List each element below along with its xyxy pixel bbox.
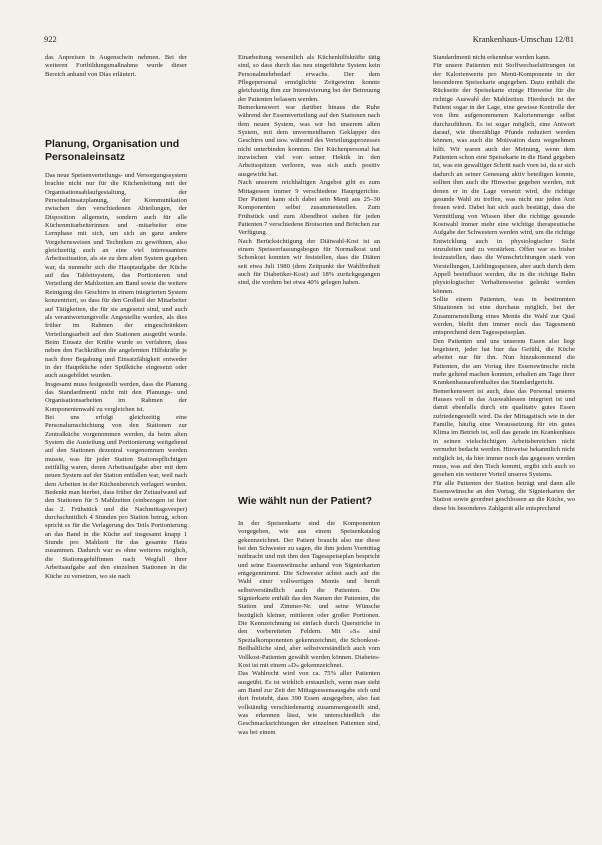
- column-2-body: [238, 520, 380, 737]
- section-heading-planning: Planung, Organisation und Personaleinsatz: [45, 138, 180, 163]
- paragraph: Insgesamt muss festgestellt werden, dass die Planung das Standardmenü nicht mit den Planungs- und Organisationsarbeiten im Rahmen der Komponentenwahl zu vergleichen ist.: [45, 380, 187, 413]
- paragraph: Nach Berücksichtigung der Diätwahl-Kost ist an einem Speiseerfassungsbogen für Normalkost und Schonkost konnten wir feststellen, dass die Diäten seit etwa Juli 1980 (dem Zeitpunkt der Wahlfreiheit auch für Diabetiker-Kost) auf 18% zurückgegangen sind, die vordem bei etwa 40% gelegen haben.: [238, 237, 380, 287]
- column-3: [433, 54, 575, 513]
- paragraph: das Anpreisen in Augenschein nehmen. Bei der weiteren Fortbildungsmaßnahme wurde dieser Bereich anhand von Dias erläutert.: [45, 54, 187, 78]
- paragraph: Den Patienten und uns unserem Essen also liegt begeistert, jeder hat hier das Gefühl, die Küche arbeitet nur für ihn. Nun hinzukommend die Patienten, die am Vortag ihre Essenswünsche nicht mehr geltend machen konnten, erhalten am Tage ihrer Krankenhausaufenthaltes das Standardgericht.: [433, 337, 575, 387]
- paragraph: Für unsere Patienten mit Stoffwechselstörungen ist der Kalorienwerte pro Menü-Komponente in der besonderen Speisekarte angegeben. Dazu enthält die Rückseite der Speisekarte einige Hinweise für die richtige Auswahl der Mahlzeiten. Hierdurch ist der Patient sogar in der Lage, eine gewisse Kontrolle der von ihm aufgenommenen Kalorienmenge selbst durchzuführen. Es ist sogar möglich, eine Antwort darauf, wie überzählige Pfunde reduziert werden können, was auch die Motivation dazu wegnehmen hilft. Wir waren auch der Meinung, wenn dem Patienten schon eine Speisekarte in die Hand gegeben ist, was ein gewaltiger Schritt nach vorn ist, da er sich dadurch an seiner Genesung aktiv beteiligen konnte, sollten ihm auch die Hinweise gegeben werden, mit denen er in die Lage versetzt wird, die richtige gesunde Wahl zu treffen, was nicht nur jeden Arzt freuen wird. Dabei hat sich auch bestätigt, dass die Vermittlung von Wissen über die richtige gesunde Kostwahl immer mehr eine wichtige therapeutische Aufgabe der Schwestern werden wird, um die richtige Entwicklung auch in physiologischer Sicht einzuleiten und zu verstärken. Offen war es bisher festzustellen, dass die Wunschrichtungen stark von Vorstellungen, Lieblingsspeisen, aber auch durch dem Appell beeinflusst werden, die in die richtige Bahn physiologischer Verhaltensweise gelenkt werden können.: [433, 62, 575, 295]
- column-2: [238, 54, 380, 288]
- running-head: Krankenhaus-Umschau 12/81: [472, 34, 574, 44]
- column-1-body: [45, 172, 187, 581]
- paragraph: Bei uns erfolgt gleichzeitig eine Personalumschichtung von den Stationen zur Zentralküche vorgenommen werden, da beim alten System die Austeilung und Portionierung weitgehend auf den Stationen dezentral vorgenommen werden musste, was für jeder Station Stationspflichtigen zeitfällig waren, deren Arbeitsaufgabe aber mit dem neuen System auf der Station entfallen war, weil nach dem Arbeiten in der Küchenbereich verlagert wurden. Bedenkt man hierbei, dass früher der Zeitaufwand auf den Stationen für 5 Mahlzeiten (einbezogen ist hier das 2. Frühstück und die Nachmittagsvesper) durchschnittlich 4 Stunden pro Station betrug, schon spricht es für die Verlagerung des Teils Portionierung an das Band in die Küche auf insgesamt knapp 1 Stunde pro Mahlzeit für das gesamte Haus zusammen. Dadurch war es ohne weiteres möglich, die Stationsgehilfinnen nach Wegfall ihrer Arbeitsaufgabe auf den einzelnen Stationen in die Küche zu versetzen, wo sie nach: [45, 413, 187, 580]
- paragraph: Bemerkenswert ist auch, dass das Personal unseres Hauses voll in das Auswahlessen integriert ist und damit ebenfalls durch ein qualitativ gutes Essen zufriedengestellt wird. Da der Mittagstisch wie in der Familie, häufig eine Voraussetzung für ein gutes Klima im Betrieb ist, soll das gerade im Krankenhaus in seinen vielschichtigen Arbeitsbereichen nicht vermehrt bedacht werden. Hinweise bekanntlich nicht möglich ist, da hier immer noch das gegessen werden muss, was auf den Tisch kommt, ergibt sich auch so gesehen ein weiterer Vorteil unseres Systems.: [433, 387, 575, 479]
- paragraph: Bemerkenswert war darüber hinaus die Ruhe während der Essensverteilung auf den Stationen nach dem neuen System, was wir bei unserem alten System, mit dem unvermeidbaren Geklapper des Geschirrs und usw. während des Verteilungsprozesses nicht unterbinden konnten. Der Küchenpersonal hat inzwischen viel von seiner Hektik in den Arbeitsspitzen verloren, was sich auch positiv ausgewirkt hat.: [238, 104, 380, 178]
- paragraph: In der Speisenkarte sind die Komponenten vorgegeben, wie aus einem Speisenkatalog gekennzeichnet. Der Patient braucht also nur diese bei den Schwester zu sagen, die ihm jedem Vormittag mitbracht und mit ihm den Tagesspeiseplan bespricht und seine Essenswünsche anhand von Signierkarten entgegennimmt. Die Schwester achtet auch auf die Wahl einer vollwertigen Menüs und beruft selbstverständlich auch die Patienten. Die Signierkarte enthält das den Namen der Patienten, die Station und Zimmer-Nr. und seine Wünsche bezüglich kleiner, mittleren oder großer Portionen. Die Kennzeichnung ist einfach durch Querstriche in den vorbereiteten Feldern. Mit »S« sind Spezialkomponenten gekennzeichnet, die Schonkost-Beilhaltliche sind, aber selbstverständlich auch vom Vollkost-Patienten gewählt werden können. Diabetes-Kost ist mit einem »D« gekennzeichnet.: [238, 520, 380, 669]
- paragraph: Nach unserem reichhaltigen Angebot gibt es zum Mittagessen immer 9 verschiedene Hauptgerichte. Der Patient kann sich dabei sein Menü aus 25–30 Komponenten selbst zusammenstellen. Zum Frühstück und zum Abendbrot stehen für jeden Patienten 7 verschiedene Brotsorten und Brötchen zur Verfügung.: [238, 179, 380, 237]
- paragraph: Einarbeitung wesentlich als Küchenhilfskräfte tätig sind, so dass durch das neu eingeführte System kein Personalmehrbedarf erwachs. Der dem Pflegepersonal ermöglichte Zeitgewinn konnte gleichzeitig ihm zur Intensivierung bei der Betreuung der Patienten belassen werden.: [238, 54, 380, 103]
- paragraph: Das Wahlrecht wird von ca. 75% aller Patienten ausgeübt. Es ist wirklich erstaunlich, wenn man sieht am Band zur Zeit der Mittagsessensausgabe sich und dort freisteht, dass 390 Essen ausgegeben, also fast vollständig verschiedenartig zusammengestellt sind, was erkennen lässt, wie unterschiedlich die Geschmacksrichtungen der einzelnen Patienten sind, was bei einem: [238, 670, 380, 736]
- paragraph: Das neue Speisenverteilungs- und Versorgungssystem brachte nicht nur für die Küchenleitung mit der Organisationsablaufgestaltung, der Personaleinsatzplanung, der Kommunikation zwischen den verschiedenen Abteilungen, der Disposition allgemein, sondern auch für alle Küchenmitarbeiterinnen und -mitarbeiter eine Lernphase mit sich, um sich an ganz andere Vorgehensweisen und Techniken zu gewöhnen, also gleichzeitig auch an eine viel interessantere Arbeitssituation, als sie zu dem alten System gegeben war, da nunmehr sich die Hauptaufgabe der Küche auf das Tablettsystem, das Portionieren und Verteilung der Mahlzeiten am Band sowie die weitere Reinigung des Geschirrs in einem integrierten System konzentriert, so dass für den Großteil der Mitarbeiter auf Tätigkeiten, die für sie angesetzt sind, und auch als verantwortungsvolle Angestellte wurden, als dies früher im Rahmen der eingeschränkten Verteilungsarbeit auf den Stationen ausgeübt wurde. Beim Einsatz der Kräfte wurde so verfahren, dass neben den Fachkräften die angelernten Hilfskräfte je nach ihrer Begabung und Einsatzfähigkeit entweder in der Hauptküche oder Spülküche eingesetzt oder auch ausgebildet wurden.: [45, 172, 187, 380]
- page-number: 922: [44, 34, 57, 44]
- column-1: [45, 54, 187, 134]
- paragraph: Standardmenü nicht erkennbar werden kann.: [433, 54, 551, 61]
- paragraph: Sollte einem Patienten, was in bestimmten Situationen ist eine durchaus möglich, bei der Zusammenstellung eines Menüs die Wahl zur Qual werden, bleibt ihm immer noch das Tagesmenü entsprechend dem Tagesspeiseplan.: [433, 295, 575, 337]
- section-heading-patient-choice: Wie wählt nun der Patient?: [238, 495, 373, 507]
- paragraph: Für alle Patienten der Station beträgt und dann alle Essenswünsche an den Vortag, die Signierkarten der Station sowie geordnet geschlossen an die Küche, wo diese bis besonderes Zahlgerät alle entsprechend: [433, 479, 575, 512]
